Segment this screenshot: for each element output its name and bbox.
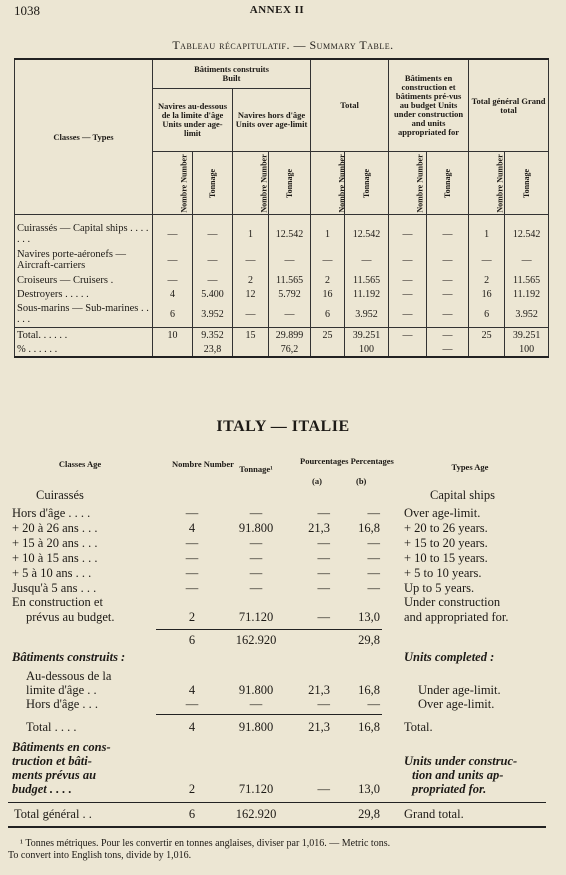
table-row: budget . . . . 2 71.120 — 13,0 propriated for. <box>12 782 487 796</box>
table-row: Cuirassés — Capital ships . . . . . . . — — 1 12.542 1 12.542 — — 1 12.542 <box>15 221 549 247</box>
col-header-tonnage: Tonnage <box>269 152 311 215</box>
table-row-total: Total . . . . 4 91.800 21,3 16,8 Total. <box>26 720 433 734</box>
col-header-under-age: Navires au-dessous de la limite d'âge Units under age-limit <box>153 89 233 152</box>
rule <box>156 629 382 630</box>
rule <box>8 826 546 828</box>
table-row-total: Total. . . . . . 10 9.352 15 29.899 25 39.251 — — 25 39.251 <box>15 328 549 343</box>
table-row: En construction et Under construction <box>12 595 501 609</box>
col-header-number: Nombre Number <box>153 152 193 215</box>
italy-header-row: Classes Age Nombre Number Tonnage¹ Pourcentages Percentages (a) (b) Types Age <box>58 456 489 486</box>
section-heading-row: Bâtiments construits : Units completed : <box>12 650 495 664</box>
footnote: ¹ Tonnes métriques. Pour les convertir en tonnes anglaises, diviser par 1,016. — Metric tons. To convert into English tons, divide by 1,016. <box>8 838 391 861</box>
table-row: + 15 à 20 ans . . . — — — — + 15 to 20 years. <box>12 536 488 550</box>
section-heading-row: Bâtiments en cons- <box>12 740 111 754</box>
table-row: Destroyers . . . . . 4 5.400 12 5.792 16 11.192 — — 16 11.192 <box>15 287 549 301</box>
annex-title: ANNEX II <box>249 4 305 16</box>
table-row: Navires porte-aéronefs — Aircraft-carriers — — — — — — — — — — <box>15 247 549 273</box>
section-heading-row: ments prévus au tion and units ap- <box>12 768 504 782</box>
col-header-number: Nombre Number <box>389 152 427 215</box>
page-header <box>14 3 540 19</box>
table-row: limite d'âge . . 4 91.800 21,3 16,8 Under age-limit. <box>26 683 501 697</box>
section-heading-row: Cuirassés Capital ships <box>36 488 495 502</box>
table-row: Hors d'âge . . . — — — — Over age-limit. <box>26 697 495 711</box>
summary-title: Tableau récapitulatif. — Summary Table. <box>172 38 394 52</box>
table-row: Croiseurs — Cruisers . — — 2 11.565 2 11.565 — — 2 11.565 <box>15 273 549 287</box>
col-header-tonnage: Tonnage <box>505 152 549 215</box>
table-row: prévus au budget. 2 71.120 — 13,0 and appropriated for. <box>26 610 509 624</box>
table-row: + 5 à 10 ans . . . — — — — + 5 to 10 years. <box>12 566 482 580</box>
italy-title: ITALY — ITALIE <box>216 418 350 435</box>
table-row: Jusqu'à 5 ans . . . — — — — Up to 5 years. <box>12 581 475 595</box>
table-row: + 20 à 26 ans . . . 4 91.800 21,3 16,8 + 20 to 26 years. <box>12 521 488 535</box>
col-header-tonnage: Tonnage <box>427 152 469 215</box>
col-header-grand-total: Total général Grand total <box>469 59 549 152</box>
table-row-percent: % . . . . . . 23,8 76,2 100 — 100 <box>15 342 549 357</box>
col-header-built: Bâtiments construits Built <box>153 59 311 89</box>
table-row-subtotal: 6 162.920 29,8 <box>188 633 380 647</box>
rule <box>8 802 546 803</box>
col-header-number: Nombre Number <box>311 152 345 215</box>
table-row: Sous-marins — Sub-marines . . . . . 6 3.952 — — 6 3.952 — — 6 3.952 <box>15 301 549 328</box>
col-header-construction: Bâtiments en construction et bâtiments pré-vus au budget Units under construction and units appropriated for <box>389 59 469 152</box>
rule <box>156 714 382 715</box>
table-row-grand-total: Total général . . 6 162.920 29,8 Grand total. <box>14 807 464 821</box>
table-row: Hors d'âge . . . . — — — — Over age-limit. <box>12 506 481 520</box>
page-number: 1038 <box>14 3 40 18</box>
col-header-tonnage: Tonnage <box>345 152 389 215</box>
col-header-over-age: Navires hors d'âge Units over age-limit <box>233 89 311 152</box>
col-header-total: Total <box>311 59 389 152</box>
table-row: Au-dessous de la <box>26 669 112 683</box>
col-header-number: Nombre Number <box>469 152 505 215</box>
col-header-tonnage: Tonnage <box>193 152 233 215</box>
col-header-number: Nombre Number <box>233 152 269 215</box>
table-row: + 10 à 15 ans . . . — — — — + 10 to 15 years. <box>12 551 488 565</box>
col-header-classes: Classes — Types <box>15 59 153 215</box>
section-heading-row: truction et bâti- Units under construc- <box>12 754 518 768</box>
summary-table <box>14 58 549 358</box>
